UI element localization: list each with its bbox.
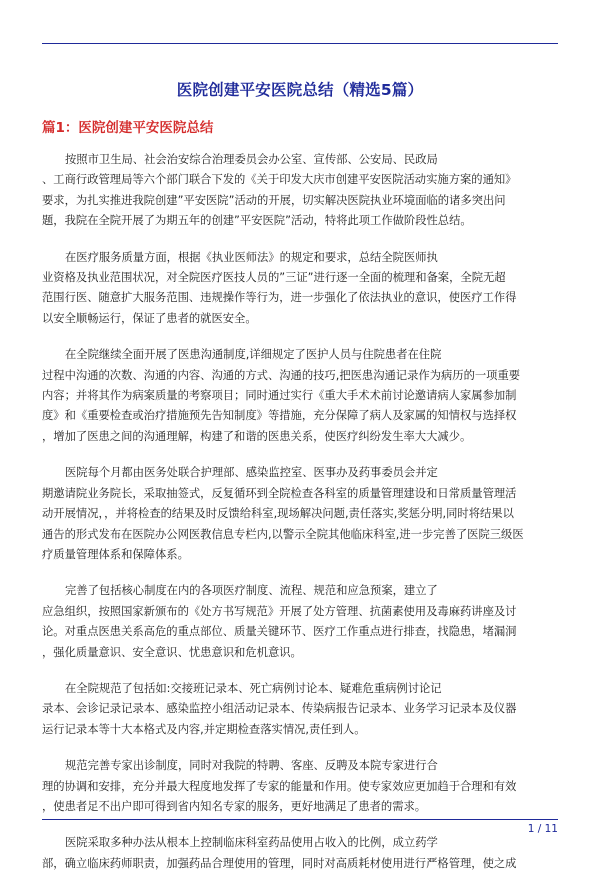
paragraph-line: 应急组织，按照国家新颁布的《处方书写规范》开展了处方管理、抗菌素使用及毒麻药讲座及讨: [42, 604, 517, 618]
paragraph-line: ，使患者足不出户即可得到省内知名专家的服务，更好地满足了患者的需求。: [42, 799, 427, 813]
header-rule: [42, 43, 558, 44]
paragraph: [42, 248, 558, 330]
paragraph-line: 以安全顺畅运行，保证了患者的就医安全。: [42, 311, 257, 325]
document-body: [42, 150, 558, 890]
paragraph-line: 录本、会诊记录记录本、感染监控小组活动记录本、传染病报告记录本、业务学习记录本及仪器: [42, 702, 517, 716]
paragraph-line: ，增加了医患之间的沟通理解，构建了和谐的医患关系，使医疗纠纷发生率大大减少。: [42, 429, 472, 443]
document-title: 医院创建平安医院总结（精选5篇）: [176, 81, 424, 99]
paragraph-line: 期邀请院业务院长，采取抽签式，反复循环到全院检查各科室的质量管理建设和日常质量管理活: [42, 486, 517, 500]
paragraph: [42, 463, 558, 565]
paragraph-line: 范围行医、随意扩大服务范围、违规操作等行为，进一步强化了依法执业的意识，使医疗工作得: [42, 291, 517, 305]
paragraph-line: 内容；并将其作为病案质量的考察项目；同时通过实行《重大手术术前讨论邀请病人家属参加制: [42, 389, 517, 403]
paragraph-line: 动开展情况，，并将检查的结果及时反馈给科室,现场解决问题,责任落实,奖惩分明,同时将结果以: [42, 507, 514, 521]
paragraph: [42, 150, 558, 232]
paragraph-line: 题，我院在全院开展了为期五年的创建”平安医院”活动，特将此项工作做阶段性总结。: [42, 214, 472, 228]
paragraph-line: 在全院规范了包括如:交接班记录本、死亡病例讨论本、疑难危重病例讨论记: [65, 681, 442, 695]
paragraph-line: 理的协调和安排，充分并最大程度地发挥了专家的能量和作用。使专家效应更加趋于合理和有效: [42, 779, 517, 793]
paragraph-line: 部，确立临床药师职责，加强药品合理使用的管理，同时对高质耗材使用进行严格管理，使之成: [42, 856, 517, 870]
paragraph-line: 、工商行政管理局等六个部门联合下发的《关于印发大庆市创建平安医院活动实施方案的通知》: [42, 173, 517, 187]
paragraph-line: 规范完善专家出诊制度，同时对我院的特聘、客座、反聘及本院专家进行合: [65, 759, 438, 773]
paragraph-line: 按照市卫生局、社会治安综合治理委员会办公室、宣传部、公安局、民政局: [65, 153, 438, 166]
page-number: 1 / 11: [527, 823, 558, 835]
paragraph-line: 在全院继续全面开展了医患沟通制度,详细规定了医护人员与住院患者在住院: [65, 348, 442, 362]
paragraph-line: 度》和《重要检查或治疗措施预先告知制度》等措施，充分保障了病人及家属的知情权与选择权: [42, 409, 517, 423]
paragraph-line: 要求，为扎实推进我院创建”平安医院”活动的开展，切实解决医院执业环境面临的诸多突出问: [42, 193, 506, 207]
paragraph-line: 业资格及执业范围状况，对全院医疗医技人员的”三证”进行逐一全面的梳理和备案，全院无超: [42, 271, 506, 285]
footer-rule: [42, 819, 558, 820]
paragraph-line: 医院采取多种办法从根本上控制临床科室药品使用占收入的比例，成立药学: [65, 836, 438, 850]
paragraph-line: 在医疗服务质量方面，根据《执业医师法》的规定和要求，总结全院医师执: [65, 250, 438, 264]
paragraph-line: 论。对重点医患关系高危的重点部位、质量关键环节、医疗工作重点进行排查，找隐患，堵漏洞: [42, 625, 517, 639]
paragraph-line: ，强化质量意识、安全意识、忧患意识和危机意识。: [42, 645, 302, 659]
paragraph-line: 通告的形式发布在医院办公网医教信息专栏内,以警示全院其他临床科室,进一步完善了医院三级医: [42, 527, 524, 541]
paragraph-line: 疗质量管理体系和保障体系。: [42, 547, 189, 561]
paragraph-line: 过程中沟通的次数、沟通的内容、沟通的方式、沟通的技巧,把医患沟通记录作为病历的一项重要: [42, 368, 521, 382]
paragraph-line: 运行记录本等十大本格式及内容,并定期检查落实情况,责任到人。: [42, 722, 366, 736]
paragraph-line: 完善了包括核心制度在内的各项医疗制度、流程、规范和应急预案，建立了: [65, 584, 438, 598]
paragraph: [42, 581, 558, 663]
paragraph: [42, 833, 558, 874]
section-title: 篇1：医院创建平安医院总结: [42, 120, 214, 136]
paragraph: [42, 756, 558, 817]
paragraph: [42, 345, 558, 447]
paragraph-line: 医院每个月都由医务处联合护理部、感染监控室、医事办及药事委员会并定: [65, 466, 438, 480]
paragraph: [42, 679, 558, 740]
